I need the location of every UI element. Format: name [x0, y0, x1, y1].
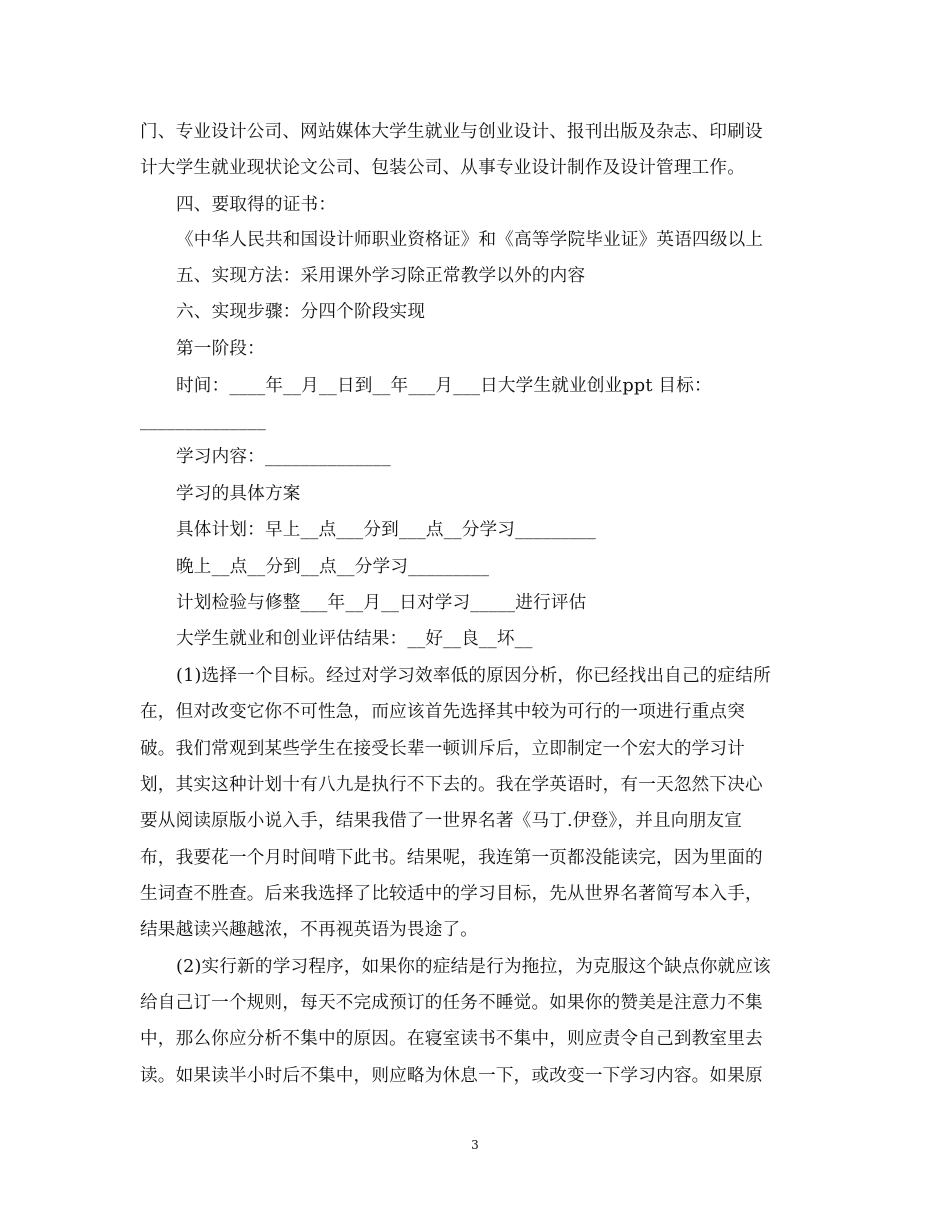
plan-heading: 学习的具体方案 [176, 484, 301, 504]
section-heading-certificates: 四、要取得的证书： [176, 195, 337, 215]
body-text-line: (1)选择一个目标。经过对学习效率低的原因分析，你已经找出自己的症结所 [176, 666, 771, 686]
body-text-line: 结果越读兴趣越浓，不再视英语为畏途了。 [140, 920, 479, 940]
section-heading-steps: 六、实现步骤：分四个阶段实现 [176, 302, 426, 322]
body-text-line: 布，我要花一个月时间啃下此书。结果呢，我连第一页都没能读完，因为里面的 [140, 848, 763, 868]
body-text-line: 生词查不胜查。后来我选择了比较适中的学习目标，先从世界名著简写本入手， [140, 884, 763, 904]
time-field-line: 时间：____年__月__日到__年___月___日大学生就业创业ppt 目标： [176, 376, 712, 396]
section-heading-method: 五、实现方法：采用课外学习除正常教学以外的内容 [176, 266, 586, 286]
study-content-line: 学习内容：______________ [176, 447, 391, 467]
page-number: 3 [471, 1138, 479, 1152]
body-text-line: 《中华人民共和国设计师职业资格证》和《高等学院毕业证》英语四级以上 [176, 230, 764, 250]
plan-review-line: 计划检验与修整___年__月__日对学习_____进行评估 [176, 593, 587, 613]
evening-plan-line: 晚上__点__分到__点__分学习_________ [176, 557, 490, 577]
body-text-line: 计大学生就业现状论文公司、包装公司、从事专业设计制作及设计管理工作。 [140, 158, 745, 178]
body-text-line: 划，其实这种计划十有八九是执行不下去的。我在学英语时，有一天忽然下决心 [140, 775, 763, 795]
body-text-line: 给自己订一个规则，每天不完成预订的任务不睡觉。如果你的赞美是注意力不集 [140, 993, 763, 1013]
evaluation-result-line: 大学生就业和创业评估结果：__好__良__坏__ [176, 629, 533, 649]
body-text-line: 在，但对改变它你不可性急，而应该首先选择其中较为可行的一项进行重点突 [140, 702, 745, 722]
body-text-line: 要从阅读原版小说入手，结果我借了一世界名著《马丁.伊登》，并且向朋友宣 [140, 811, 742, 831]
body-text-line: 读。如果读半小时后不集中，则应略为休息一下，或改变一下学习内容。如果原 [140, 1066, 763, 1086]
body-text-line: 破。我们常观到某些学生在接受长辈一顿训斥后，立即制定一个宏大的学习计 [140, 739, 745, 759]
body-text-line: 门、专业设计公司、网站媒体大学生就业与创业设计、报刊出版及杂志、印刷设 [140, 122, 763, 142]
morning-plan-line: 具体计划：早上__点___分到___点__分学习_________ [176, 520, 597, 540]
body-text-line: (2)实行新的学习程序，如果你的症结是行为拖拉，为克服这个缺点你就应该 [176, 957, 771, 977]
body-text-line: 中，那么你应分析不集中的原因。在寝室读书不集中，则应责令自己到教室里去 [140, 1029, 763, 1049]
blank-fill-line: ______________ [140, 411, 266, 431]
stage-heading: 第一阶段： [176, 339, 265, 359]
